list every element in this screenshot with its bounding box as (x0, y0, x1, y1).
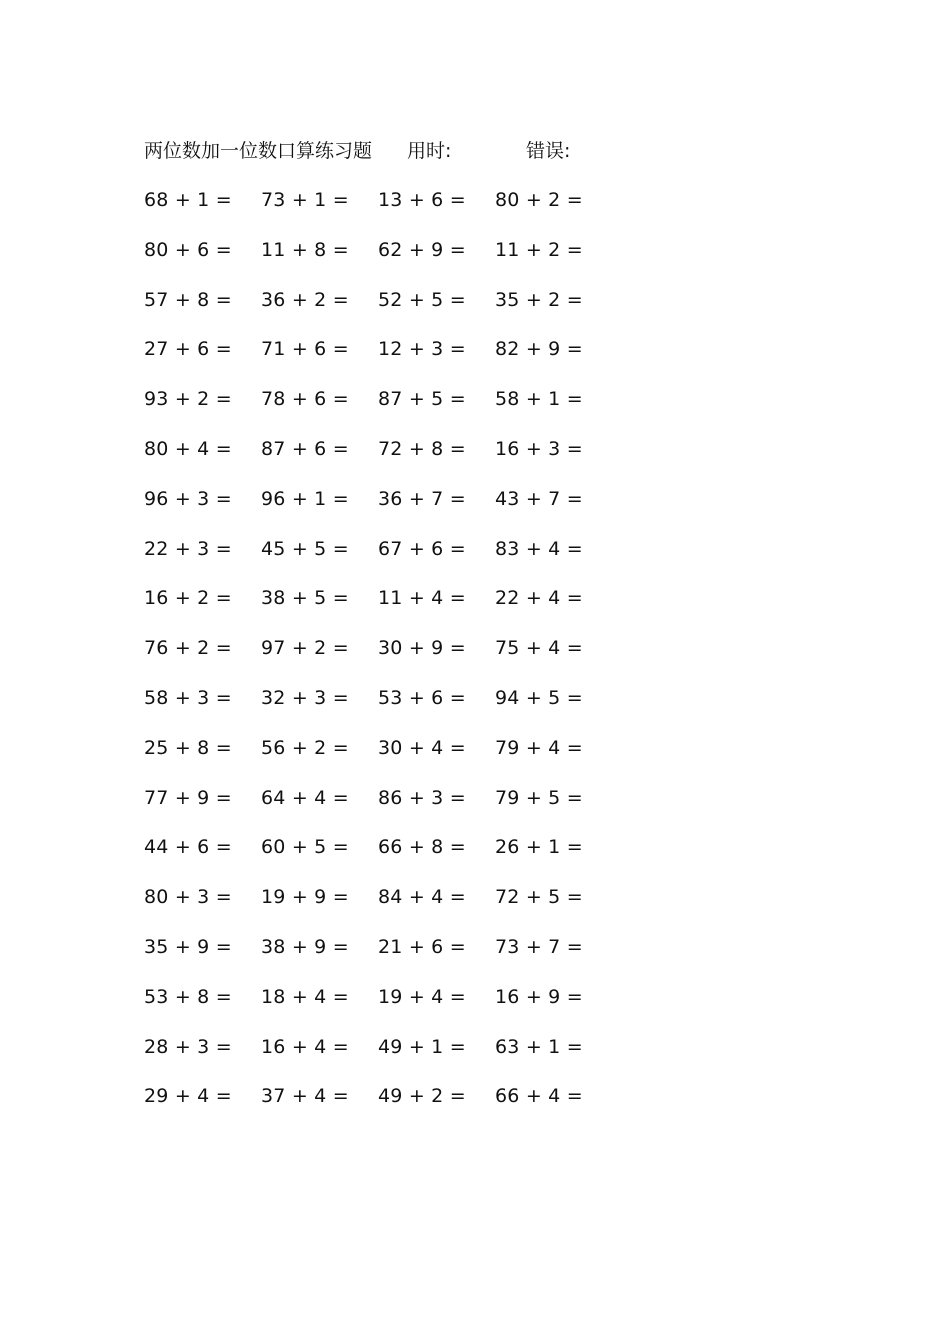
problem-item: 53 + 8 = (144, 985, 232, 1008)
problem-item: 57 + 8 = (144, 288, 232, 311)
problem-item: 38 + 5 = (261, 587, 349, 610)
problem-item: 94 + 5 = (495, 686, 583, 709)
problem-item: 79 + 4 = (495, 736, 583, 759)
problem-item: 63 + 1 = (495, 1035, 583, 1058)
problem-item: 12 + 3 = (378, 338, 466, 361)
problem-item: 32 + 3 = (261, 686, 349, 709)
problem-row (144, 583, 614, 633)
problem-item: 72 + 8 = (378, 437, 466, 460)
problem-item: 87 + 5 = (378, 388, 466, 411)
problem-item: 72 + 5 = (495, 886, 583, 909)
problem-item: 22 + 3 = (144, 537, 232, 560)
problem-item: 78 + 6 = (261, 388, 349, 411)
problem-item: 19 + 4 = (378, 985, 466, 1008)
problem-item: 87 + 6 = (261, 437, 349, 460)
problem-item: 29 + 4 = (144, 1085, 232, 1108)
problem-item: 16 + 2 = (144, 587, 232, 610)
problem-row (144, 235, 614, 285)
problem-item: 58 + 3 = (144, 686, 232, 709)
problem-item: 16 + 3 = (495, 437, 583, 460)
problem-item: 82 + 9 = (495, 338, 583, 361)
problem-row (144, 982, 614, 1032)
problem-row (144, 484, 614, 534)
problem-item: 73 + 1 = (261, 189, 349, 211)
problem-item: 84 + 4 = (378, 886, 466, 909)
problem-item: 49 + 1 = (378, 1035, 466, 1058)
problem-row (144, 832, 614, 882)
problem-item: 68 + 1 = (144, 189, 232, 211)
worksheet-header (144, 136, 744, 166)
problem-item: 21 + 6 = (378, 935, 466, 958)
problem-item: 30 + 4 = (378, 736, 466, 759)
problem-item: 13 + 6 = (378, 189, 466, 211)
problem-item: 45 + 5 = (261, 537, 349, 560)
problem-item: 83 + 4 = (495, 537, 583, 560)
problem-item: 26 + 1 = (495, 836, 583, 859)
problem-item: 96 + 1 = (261, 487, 349, 510)
problem-row (144, 434, 614, 484)
problem-item: 44 + 6 = (144, 836, 232, 859)
problem-row (144, 733, 614, 783)
problem-row (144, 534, 614, 584)
problem-item: 64 + 4 = (261, 786, 349, 809)
problem-item: 80 + 3 = (144, 886, 232, 909)
problem-item: 16 + 9 = (495, 985, 583, 1008)
problem-grid (144, 185, 614, 1131)
problem-item: 36 + 7 = (378, 487, 466, 510)
problem-item: 18 + 4 = (261, 985, 349, 1008)
problem-item: 66 + 4 = (495, 1085, 583, 1108)
problem-item: 35 + 2 = (495, 288, 583, 311)
problem-row (144, 1032, 614, 1082)
problem-item: 73 + 7 = (495, 935, 583, 958)
problem-item: 75 + 4 = (495, 637, 583, 660)
problem-item: 62 + 9 = (378, 238, 466, 261)
problem-item: 27 + 6 = (144, 338, 232, 361)
problem-item: 96 + 3 = (144, 487, 232, 510)
problem-item: 77 + 9 = (144, 786, 232, 809)
problem-row (144, 285, 614, 335)
problem-item: 53 + 6 = (378, 686, 466, 709)
problem-item: 52 + 5 = (378, 288, 466, 311)
problem-row (144, 1081, 614, 1131)
problem-item: 67 + 6 = (378, 537, 466, 560)
problem-row (144, 783, 614, 833)
problem-item: 56 + 2 = (261, 736, 349, 759)
problem-item: 25 + 8 = (144, 736, 232, 759)
problem-item: 37 + 4 = (261, 1085, 349, 1108)
problem-item: 16 + 4 = (261, 1035, 349, 1058)
problem-row (144, 185, 614, 235)
problem-item: 93 + 2 = (144, 388, 232, 411)
problem-item: 97 + 2 = (261, 637, 349, 660)
problem-item: 43 + 7 = (495, 487, 583, 510)
problem-row (144, 334, 614, 384)
problem-item: 11 + 2 = (495, 238, 583, 261)
problem-row (144, 683, 614, 733)
problem-row (144, 384, 614, 434)
problem-item: 35 + 9 = (144, 935, 232, 958)
problem-item: 60 + 5 = (261, 836, 349, 859)
problem-item: 49 + 2 = (378, 1085, 466, 1108)
problem-row (144, 932, 614, 982)
problem-item: 19 + 9 = (261, 886, 349, 909)
problem-item: 86 + 3 = (378, 786, 466, 809)
problem-item: 71 + 6 = (261, 338, 349, 361)
problem-item: 80 + 6 = (144, 238, 232, 261)
problem-item: 76 + 2 = (144, 637, 232, 660)
problem-item: 80 + 2 = (495, 189, 583, 211)
errors-label: 错误: (526, 140, 571, 162)
problem-item: 79 + 5 = (495, 786, 583, 809)
problem-item: 11 + 8 = (261, 238, 349, 261)
problem-row (144, 633, 614, 683)
problem-item: 80 + 4 = (144, 437, 232, 460)
problem-item: 28 + 3 = (144, 1035, 232, 1058)
problem-item: 58 + 1 = (495, 388, 583, 411)
problem-item: 66 + 8 = (378, 836, 466, 859)
problem-item: 36 + 2 = (261, 288, 349, 311)
worksheet-title: 两位数加一位数口算练习题 (144, 140, 373, 162)
problem-item: 11 + 4 = (378, 587, 466, 610)
problem-row (144, 882, 614, 932)
problem-item: 30 + 9 = (378, 637, 466, 660)
problem-item: 22 + 4 = (495, 587, 583, 610)
time-label: 用时: (407, 140, 452, 162)
problem-item: 38 + 9 = (261, 935, 349, 958)
